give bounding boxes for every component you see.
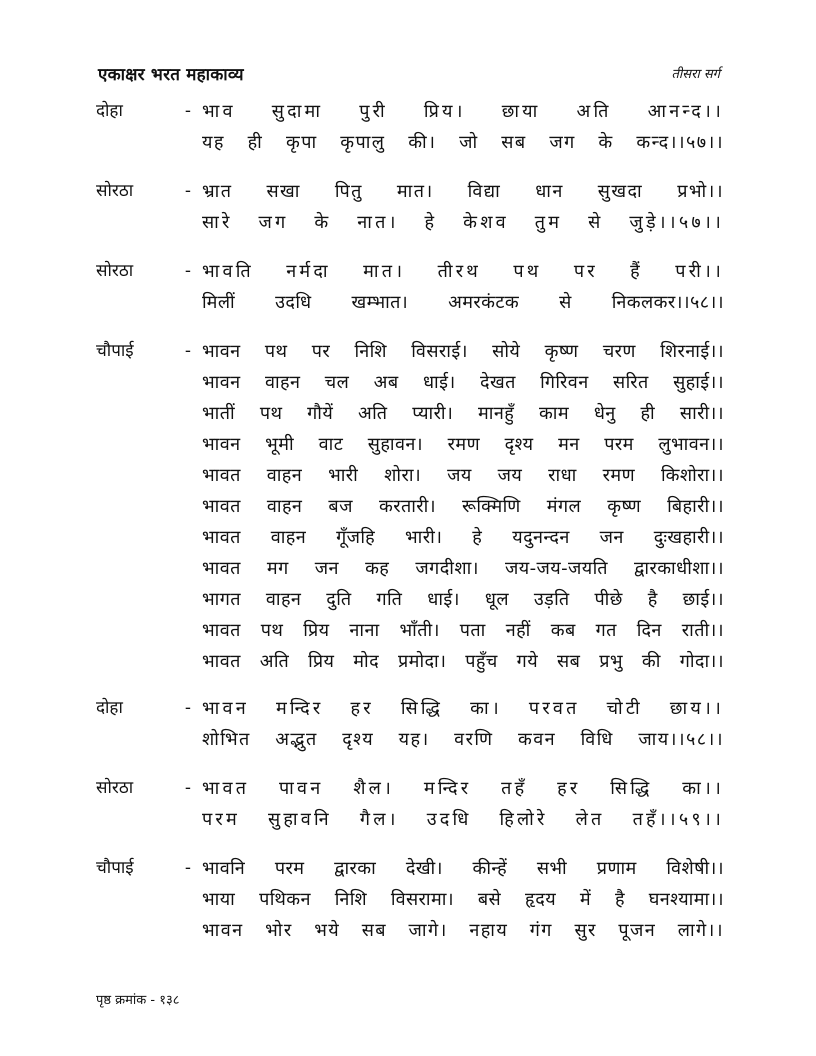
stanza-label: दोहा [96, 101, 123, 121]
verse-line: भावनि परम द्वारका देखी। कीन्हें सभी प्रणाम विशेषी।। [202, 858, 724, 879]
verse-line: भावत पथ प्रिय नाना भाँती। पता नहीं कब गत दिन राती।। [202, 620, 724, 641]
verse-line: भावत मग जन कह जगदीशा। जय-जय-जयति द्वारकाधीशा।। [202, 558, 724, 579]
verse-line: भावति नर्मदा मात। तीरथ पथ पर हैं परी।। [202, 261, 724, 282]
stanza-label: सोरठा [96, 181, 134, 201]
verse-line: भावन भोर भये सब जागे। नहाय गंग सुर पूजन लागे।। [202, 920, 724, 941]
verse-line: भावत पावन शैल। मन्दिर तहँ हर सिद्धि का।। [202, 778, 724, 799]
verse-line: भावत वाहन भारी शोरा। जय जय राधा रमण किशोरा।। [202, 465, 724, 486]
stanza-dash: - [184, 101, 192, 121]
verse-content [96, 96, 724, 964]
stanza-label: सोरठा [96, 778, 134, 798]
verse-line: भागत वाहन दुति गति धाई। धूल उड़ति पीछे है छाई।। [202, 589, 724, 610]
verse-line: भावत वाहन बज करतारी। रूक्मिणि मंगल कृष्ण बिहारी।। [202, 496, 724, 517]
stanza-label: चौपाई [96, 858, 134, 878]
verse-line: भावन पथ पर निशि विसराई। सोये कृष्ण चरण शिरनाई।। [202, 341, 724, 362]
stanza-dash: - [184, 181, 192, 201]
verse-line: भाव सुदामा पुरी प्रिय। छाया अति आनन्द।। [202, 101, 724, 122]
verse-line: भावन भूमी वाट सुहावन। रमण दृश्य मन परम लुभावन।। [202, 434, 724, 455]
stanza-sortha-3 [96, 773, 724, 835]
verse-line: भातीं पथ गौयें अति प्यारी। मानहुँ काम धेनु ही सारी।। [202, 403, 724, 424]
stanza-chaupai-1 [96, 336, 724, 677]
stanza-label: चौपाई [96, 341, 134, 361]
page-number: पृष्ठ क्रमांक - १३८ [96, 993, 180, 1008]
verse-line: सारे जग के नात। हे केशव तुम से जुड़े।।५७।। [202, 212, 724, 233]
verse-line: भाया पथिकन निशि विसरामा। बसे हृदय में है घनश्यामा।। [202, 889, 724, 910]
verse-line: यह ही कृपा कृपालु की। जो सब जग के कन्द।।५७।। [202, 132, 724, 153]
stanza-dash: - [184, 778, 192, 798]
verse-line: मिलीं उदधि खम्भात। अमरकंटक से निकलकर।।५८।। [202, 292, 724, 313]
verse-line: भावत वाहन गूँजहि भारी। हे यदुनन्दन जन दुःखहारी।। [202, 527, 724, 548]
stanza-label: दोहा [96, 698, 123, 718]
stanza-sortha-1 [96, 176, 724, 238]
verse-line: भावन वाहन चल अब धाई। देखत गिरिवन सरित सुहाई।। [202, 372, 724, 393]
stanza-dash: - [184, 858, 192, 878]
verse-line: भ्रात सखा पितु मात। विद्या धान सुखदा प्रभो।। [202, 181, 724, 202]
stanza-dash: - [184, 341, 192, 361]
verse-line: शोभित अद्भुत दृश्य यह। वरणि कवन विधि जाय।।५८।। [202, 729, 724, 750]
chapter-title: तीसरा सर्ग [671, 67, 720, 82]
book-title: एकाक्षर भरत महाकाव्य [98, 65, 244, 85]
verse-line: परम सुहावनि गैल। उदधि हिलोरे लेत तहँ।।५९।। [202, 809, 724, 830]
stanza-dash: - [184, 698, 192, 718]
stanza-dash: - [184, 261, 192, 281]
stanza-sortha-2 [96, 256, 724, 318]
stanza-chaupai-2 [96, 853, 724, 946]
verse-line: भावन मन्दिर हर सिद्धि का। परवत चोटी छाय।। [202, 698, 724, 719]
stanza-doha-2 [96, 693, 724, 755]
stanza-label: सोरठा [96, 261, 134, 281]
verse-line: भावत अति प्रिय मोद प्रमोदा। पहुँच गये सब प्रभु की गोदा।। [202, 651, 724, 672]
stanza-doha-1 [96, 96, 724, 158]
